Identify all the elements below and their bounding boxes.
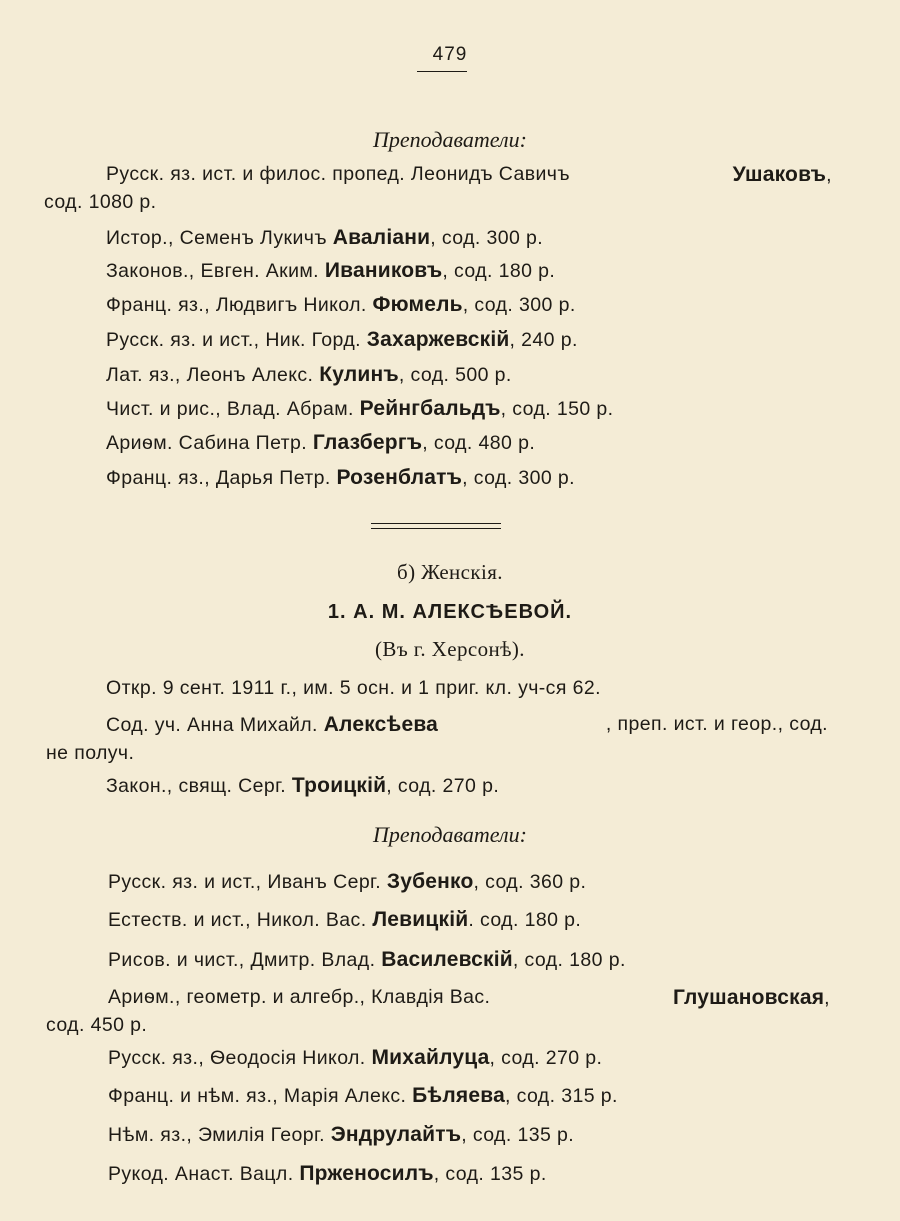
entry-salary: ,: [824, 987, 830, 1009]
founder-entry-continuation: не получ.: [46, 742, 135, 764]
entry-text: Русск. яз. и ист., Иванъ Серг.: [108, 871, 387, 893]
teacher-entry-continuation: [44, 191, 156, 214]
teacher-name: Ушаковъ: [732, 163, 827, 186]
school-title: 1. А. М. АЛЕКСѢЕВОЙ.: [327, 601, 573, 623]
teacher-name: Розенблатъ: [336, 466, 463, 489]
teacher-entry: [106, 431, 535, 455]
teacher-entry: [108, 948, 626, 972]
teacher-entry: [108, 1046, 602, 1070]
founder-entry: [106, 713, 828, 737]
entry-salary: , сод. 480 р.: [422, 432, 536, 454]
teacher-name: Рейнгбальдъ: [359, 397, 501, 420]
teacher-name: Эндрулайтъ: [330, 1123, 462, 1146]
teacher-name: Зубенко: [386, 870, 474, 893]
entry-salary: , сод. 180 р.: [512, 949, 626, 971]
entry-salary: , сод. 300 р.: [430, 227, 544, 249]
entry-salary: , сод. 500 р.: [398, 364, 512, 386]
entry-text: Рисов. и чист., Дмитр. Влад.: [108, 949, 382, 971]
teacher-entry: [106, 226, 543, 250]
teacher-entry: [108, 908, 581, 932]
teacher-entry: [108, 1123, 574, 1147]
teacher-name: Захаржевскій: [366, 328, 510, 351]
law-teacher-entry: [106, 774, 499, 798]
section-divider: [371, 523, 501, 529]
entry-salary: , 240 р.: [509, 329, 578, 351]
entry-salary: ,: [826, 164, 832, 186]
entry-salary: , сод. 150 р.: [500, 398, 614, 420]
entry-text: Франц. яз., Людвигъ Никол.: [106, 294, 373, 316]
teacher-name: Кулинъ: [319, 363, 399, 386]
teacher-entry-continuation: [46, 1014, 147, 1037]
entry-salary: , сод. 270 р.: [489, 1047, 603, 1069]
entry-text: Русск. яз., Ѳеодосія Никол.: [108, 1047, 372, 1069]
teacher-name: Фюмель: [372, 293, 463, 316]
entry-salary: сод. 450 р.: [46, 1014, 148, 1036]
teacher-entry: [108, 870, 586, 894]
page-number-rule: [417, 71, 467, 72]
teacher-entry: [106, 328, 578, 352]
teachers-heading: Преподаватели:: [373, 127, 527, 152]
teacher-name: Аваліани: [332, 226, 431, 249]
founder-name: Алексѣева: [323, 713, 439, 736]
teacher-name: Иваниковъ: [324, 259, 443, 282]
teacher-entry: [106, 259, 555, 283]
teacher-name: Михайлуца: [371, 1046, 490, 1069]
entry-salary: . сод. 180 р.: [468, 909, 582, 931]
entry-text: Чист. и рис., Влад. Абрам.: [106, 398, 360, 420]
entry-text: Истор., Семенъ Лукичъ: [106, 227, 333, 249]
teacher-entry: [106, 466, 575, 490]
teacher-entry: [106, 293, 576, 317]
entry-salary: , сод. 270 р.: [386, 775, 500, 797]
teacher-name: Прженосилъ: [299, 1162, 434, 1185]
entry-salary: , сод. 360 р.: [473, 871, 587, 893]
teacher-entry: [106, 363, 512, 387]
school-info: Откр. 9 сент. 1911 г., им. 5 осн. и 1 приг. кл. уч-ся 62.: [106, 677, 601, 699]
entry-text: Лат. яз., Леонъ Алекс.: [106, 364, 320, 386]
teacher-entry: [108, 1084, 618, 1108]
entry-text: Сод. уч. Анна Михайл.: [106, 714, 324, 736]
entry-salary: , сод. 315 р.: [504, 1085, 618, 1107]
entry-salary: сод. 1080 р.: [44, 191, 157, 213]
entry-salary: , сод. 300 р.: [462, 467, 575, 489]
entry-text: Естеств. и ист., Никол. Вас.: [108, 909, 373, 931]
teacher-name: Глазбергъ: [312, 431, 423, 454]
entry-text: Русск. яз. ист. и филос. пропед. Леонидъ Савичъ: [106, 163, 570, 185]
entry-text: Ариѳм. Сабина Петр.: [106, 432, 313, 454]
teacher-entry: [108, 1162, 547, 1186]
entry-text: , преп. ист. и геор., сод.: [605, 713, 828, 735]
entry-text: Законов., Евген. Аким.: [106, 260, 325, 282]
entry-text: Франц. и нѣм. яз., Марія Алекс.: [108, 1085, 413, 1107]
teacher-name: Василевскій: [381, 948, 513, 971]
teacher-name: Глушановская: [672, 986, 825, 1009]
teacher-name: Левицкій: [372, 908, 469, 931]
entry-salary: , сод. 135 р.: [461, 1124, 575, 1146]
entry-text: Ариѳм., геометр. и алгебр., Клавдія Вас.: [108, 986, 491, 1008]
teacher-entry: [106, 397, 613, 421]
school-location: (Въ г. Херсонѣ).: [375, 637, 525, 661]
page-number: 479: [432, 44, 468, 65]
entry-text: Русск. яз. и ист., Ник. Горд.: [106, 329, 367, 351]
entry-text: Рукод. Анаст. Вацл.: [108, 1163, 300, 1185]
teachers-heading-2: Преподаватели:: [373, 822, 527, 847]
entry-text: Франц. яз., Дарья Петр.: [106, 467, 337, 489]
entry-text: Закон., свящ. Серг.: [106, 775, 292, 797]
entry-salary: , сод. 300 р.: [462, 294, 576, 316]
section-subtitle: б) Женскія.: [397, 560, 503, 584]
teacher-entry: [108, 986, 830, 1010]
entry-salary: , сод. 180 р.: [442, 260, 556, 282]
teacher-entry: [106, 163, 832, 187]
teacher-name: Троицкій: [291, 774, 387, 797]
teacher-name: Бѣляева: [412, 1084, 505, 1107]
entry-salary: , сод. 135 р.: [433, 1163, 547, 1185]
entry-text: Нѣм. яз., Эмилія Георг.: [108, 1124, 331, 1146]
